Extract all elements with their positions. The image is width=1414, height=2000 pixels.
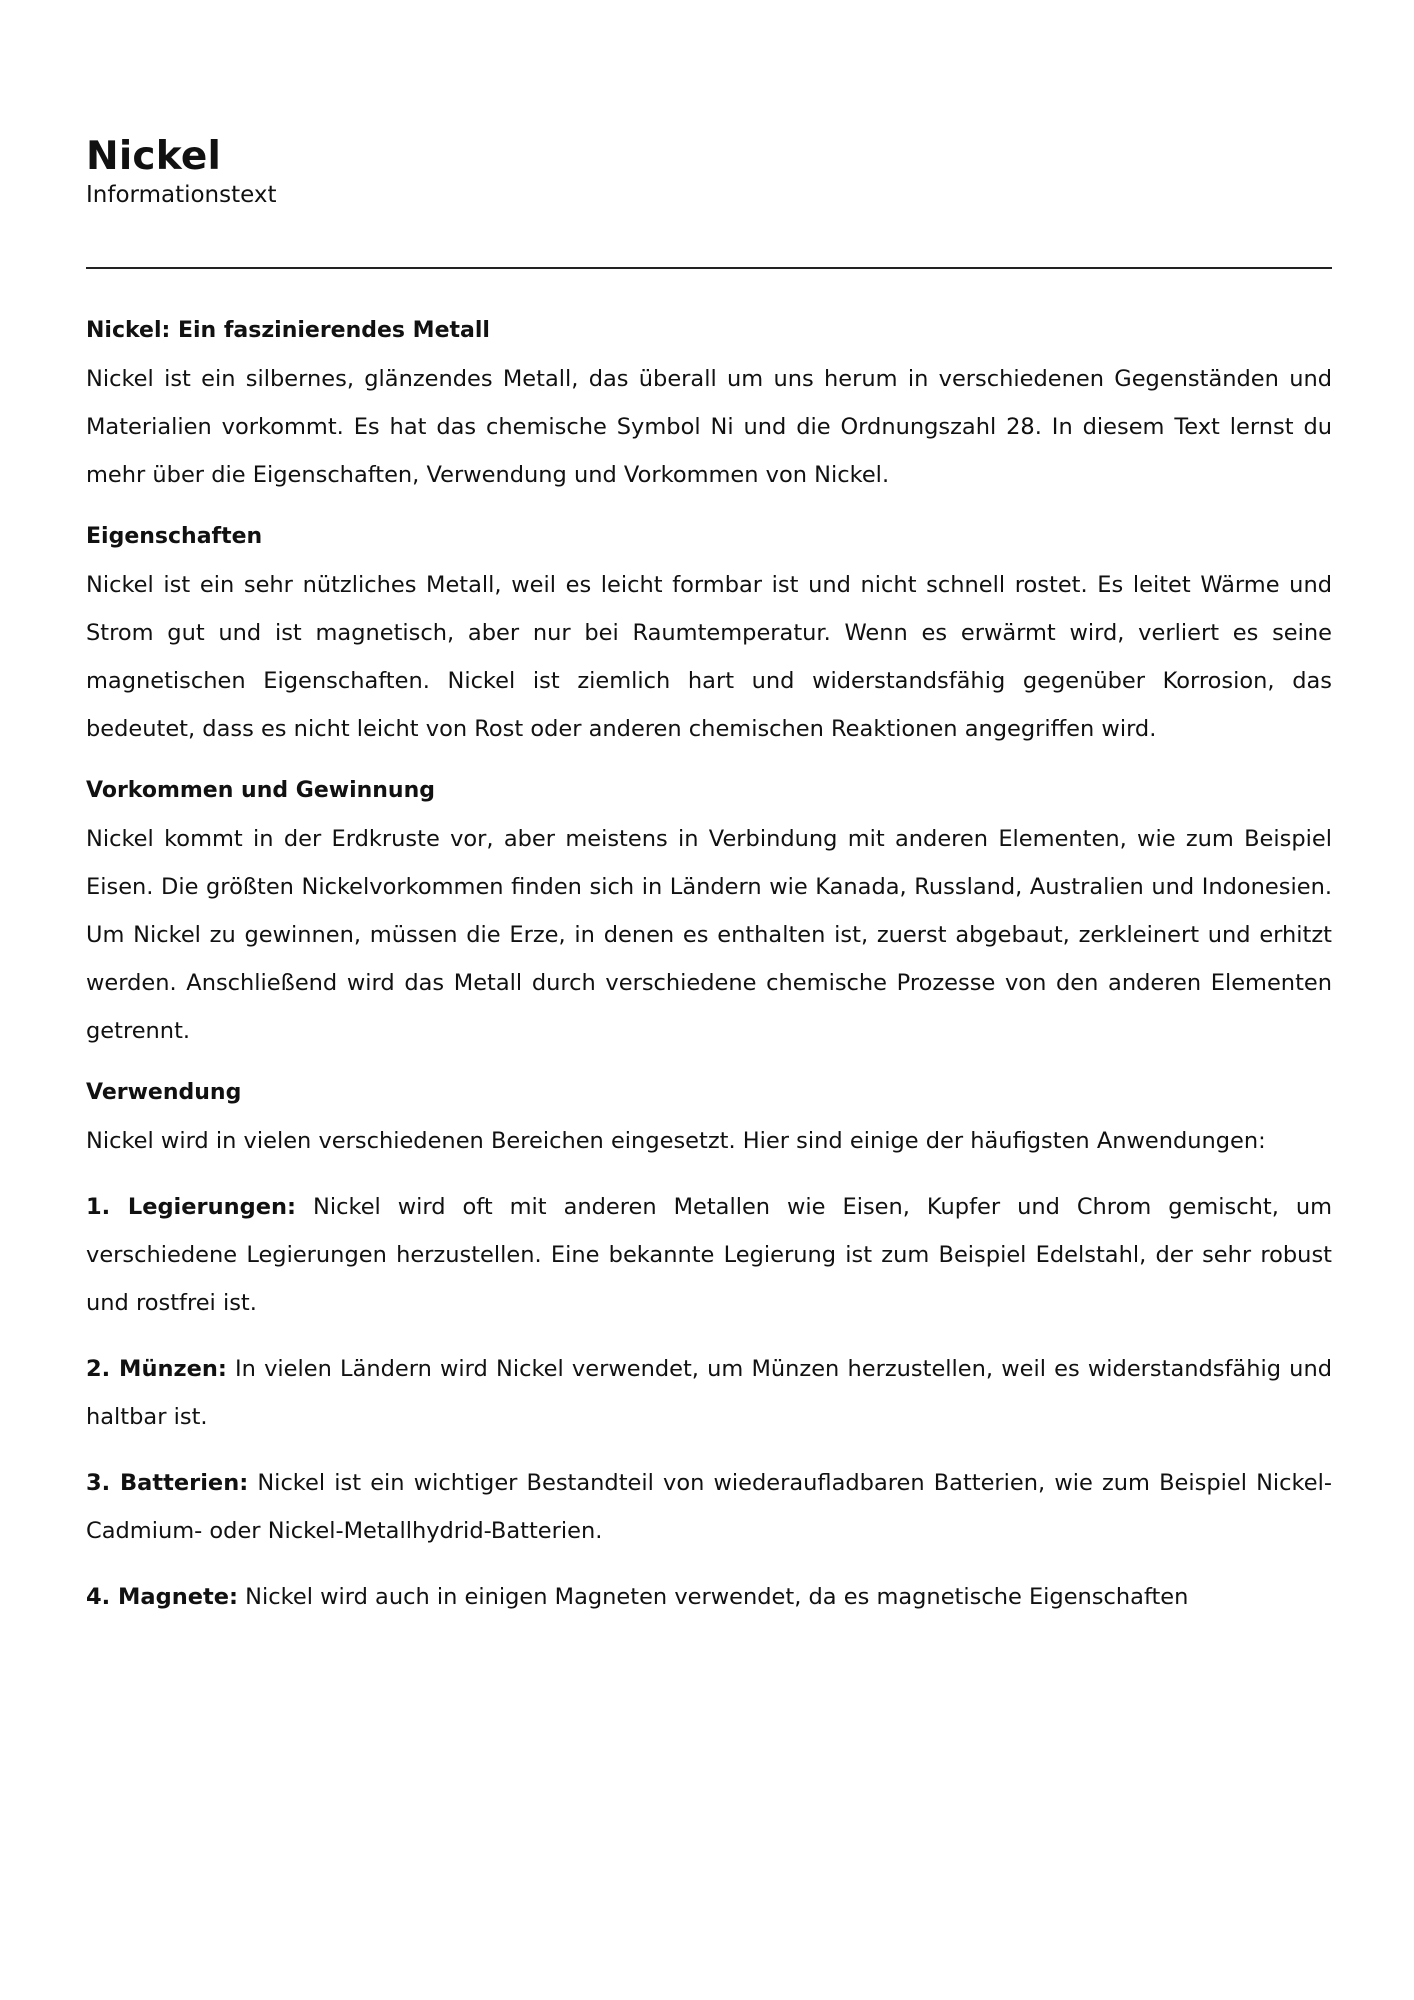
- section-usage: [86, 1069, 1332, 1165]
- section-paragraph: Nickel wird in vielen verschiedenen Bereichen eingesetzt. Hier sind einige der häufigsten Anwendungen:: [86, 1128, 1266, 1154]
- section-paragraph: Nickel ist ein silbernes, glänzendes Metall, das überall um uns herum in verschiedenen Gegenständen und Materialien vorkommt. Es hat das chemische Symbol Ni und die Ordnungszahl 28. In diesem Text lernst du mehr über die Eigenschaften, Verwendung und Vorkommen von Nickel.: [86, 366, 1332, 488]
- section-occurrence: [86, 767, 1332, 1055]
- list-item-lead: 4. Magnete:: [86, 1584, 239, 1610]
- section-heading: Vorkommen und Gewinnung: [86, 778, 436, 803]
- list-item-lead: 3. Batterien:: [86, 1470, 249, 1496]
- list-item-batteries: [86, 1459, 1332, 1555]
- list-item-text: Nickel ist ein wichtiger Bestandteil von wiederaufladbaren Batterien, wie zum Beispiel Nickel-Cadmium- oder Nickel-Metallhydrid-Batterien.: [86, 1470, 1332, 1544]
- list-item-text: In vielen Ländern wird Nickel verwendet, um Münzen herzustellen, weil es widerstandsfähig und haltbar ist.: [86, 1356, 1332, 1430]
- section-heading: Eigenschaften: [86, 524, 263, 549]
- section-heading: Verwendung: [86, 1080, 242, 1105]
- page-title: Nickel: [86, 134, 222, 179]
- document-body: [86, 307, 1332, 1621]
- list-item-alloys: [86, 1183, 1332, 1327]
- page-subtitle: Informationstext: [86, 182, 277, 208]
- list-item-magnets: [86, 1573, 1332, 1621]
- list-item-lead: 1. Legierungen:: [86, 1194, 297, 1220]
- section-properties: [86, 513, 1332, 753]
- list-item-text: Nickel wird oft mit anderen Metallen wie Eisen, Kupfer und Chrom gemischt, um verschiedene Legierungen herzustellen. Eine bekannte Legierung ist zum Beispiel Edelstahl, der sehr robust und rostfrei ist.: [86, 1194, 1332, 1316]
- list-item-lead: 2. Münzen:: [86, 1356, 227, 1382]
- list-item-coins: [86, 1345, 1332, 1441]
- list-item-text: Nickel wird auch in einigen Magneten verwendet, da es magnetische Eigenschaften: [238, 1584, 1189, 1610]
- section-paragraph: Nickel ist ein sehr nützliches Metall, weil es leicht formbar ist und nicht schnell rostet. Es leitet Wärme und Strom gut und ist magnetisch, aber nur bei Raumtemperatur. Wenn es erwärmt wird, verliert es seine magnetischen Eigenschaften. Nickel ist ziemlich hart und widerstandsfähig gegenüber Korrosion, das bedeutet, dass es nicht leicht von Rost oder anderen chemischen Reaktionen angegriffen wird.: [86, 572, 1332, 742]
- title-divider: [86, 267, 1332, 269]
- section-intro: [86, 307, 1332, 499]
- section-heading: Nickel: Ein faszinierendes Metall: [86, 318, 490, 343]
- section-paragraph: Nickel kommt in der Erdkruste vor, aber meistens in Verbindung mit anderen Elementen, wie zum Beispiel Eisen. Die größten Nickelvorkommen finden sich in Ländern wie Kanada, Russland, Australien und Indonesien. Um Nickel zu gewinnen, müssen die Erze, in denen es enthalten ist, zuerst abgebaut, zerkleinert und erhitzt werden. Anschließend wird das Metall durch verschiedene chemische Prozesse von den anderen Elementen getrennt.: [86, 826, 1332, 1044]
- document-page: [86, 134, 1332, 1610]
